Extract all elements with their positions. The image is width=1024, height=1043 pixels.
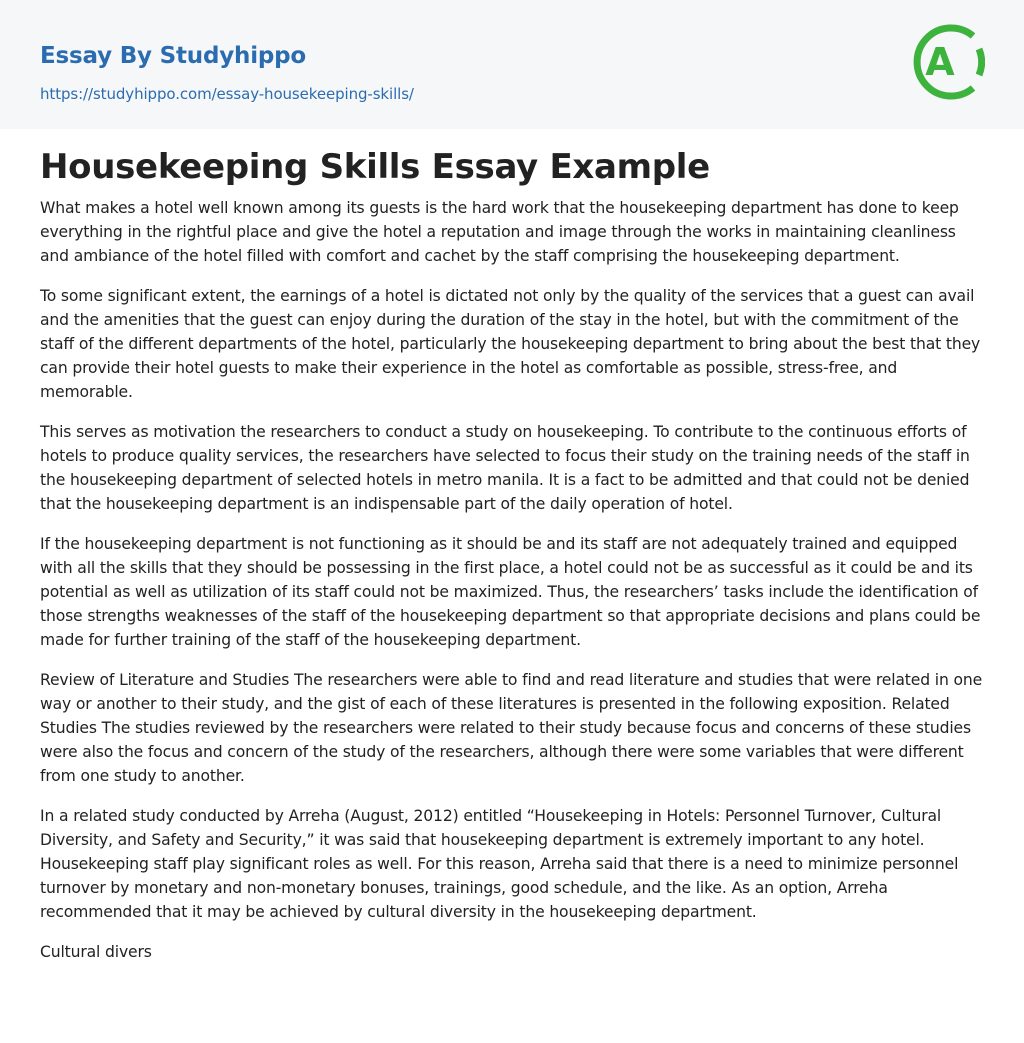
site-header bbox=[0, 0, 1024, 129]
essay-paragraph: This serves as motivation the researchers to conduct a study on housekeeping. To contribute to the continuous efforts of hotels to produce quality services, the researchers have selected to focus their study on the training needs of the staff in the housekeeping department of selected hotels in metro manila. It is a fact to be admitted and that could not be denied that the housekeeping department is an indispensable part of the daily operation of hotel. bbox=[40, 423, 970, 513]
essay-url-link[interactable]: https://studyhippo.com/essay-housekeeping-skills/ bbox=[40, 85, 414, 103]
site-title[interactable]: Essay By Studyhippo bbox=[40, 43, 307, 69]
essay-title: Housekeeping Skills Essay Example bbox=[40, 147, 710, 187]
essay-paragraph: If the housekeeping department is not functioning as it should be and its staff are not adequately trained and equipped with all the skills that they should be possessing in the first place, a hotel could not be as successful as it could be and its potential as well as utilization of its staff could not be maximized. Thus, the researchers’ tasks include the identification of those strengths weaknesses of the staff of the housekeeping department so that appropriate decisions and plans could be made for further training of the staff of the housekeeping department. bbox=[40, 535, 981, 649]
studyhippo-logo-icon[interactable] bbox=[913, 19, 985, 105]
essay-paragraph: In a related study conducted by Arreha (August, 2012) entitled “Housekeeping in Hotels: Personnel Turnover, Cultural Diversity, and Safety and Security,” it was said that housekeeping department is extremely important to any hotel. Housekeeping staff play significant roles as well. For this reason, Arreha said that there is a need to minimize personnel turnover by monetary and non-monetary bonuses, trainings, good schedule, and the like. As an option, Arreha recommended that it may be achieved by cultural diversity in the housekeeping department. bbox=[40, 807, 959, 921]
essay-content bbox=[0, 129, 1024, 964]
essay-paragraph: What makes a hotel well known among its guests is the hard work that the housekeeping department has done to keep everything in the rightful place and give the hotel a reputation and image through the works in maintaining cleanliness and ambiance of the hotel filled with comfort and cachet by the staff comprising the housekeeping department. bbox=[40, 199, 959, 265]
logo-letter: A bbox=[925, 40, 955, 84]
essay-paragraph-truncated: Cultural divers bbox=[40, 943, 152, 961]
essay-paragraph: Review of Literature and Studies The researchers were able to find and read literature and studies that were related in one way or another to their study, and the gist of each of these literatures is presented in the following exposition. Related Studies The studies reviewed by the researchers were related to their study because focus and concerns of these studies were also the focus and concern of the study of the researchers, although there were some variables that were different from one study to another. bbox=[40, 671, 983, 785]
essay-paragraph: To some significant extent, the earnings of a hotel is dictated not only by the quality of the services that a guest can avail and the amenities that the guest can enjoy during the duration of the stay in the hotel, but with the commitment of the staff of the different departments of the hotel, particularly the housekeeping department to bring about the best that they can provide their hotel guests to make their experience in the hotel as comfortable as possible, stress-free, and memorable. bbox=[40, 287, 981, 401]
